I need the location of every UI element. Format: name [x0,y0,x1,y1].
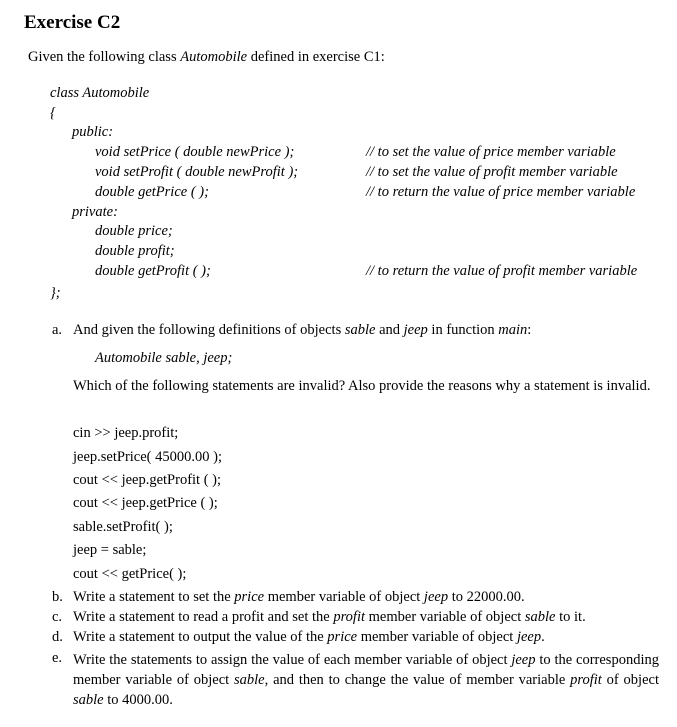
statement-line: cout << getPrice( ); [73,566,187,582]
member-name: price [234,589,265,605]
text-run: member variable of object [365,609,525,625]
statement-line: sable.setProfit( ); [73,519,173,535]
statement-line: cin >> jeep.profit; [73,425,179,441]
code-comment: // to return the value of price member variable [366,184,636,200]
text-run: to the corresponding member variable of object [73,652,659,688]
text-run: to 22000.00. [448,589,525,605]
text-run: Write the statements to assign the value of each member variable of object [73,652,512,668]
text-run: : [527,322,532,338]
code-line: void setProfit ( double newProfit ); [95,164,299,180]
statement-line: jeep.setPrice( 45000.00 ); [73,449,222,465]
code-line: double getProfit ( ); [95,263,211,279]
object-name: jeep [403,322,428,338]
statement-line: cout << jeep.getProfit ( ); [73,472,222,488]
part-c-text [73,609,586,626]
member-name: profit [570,672,602,688]
object-declaration: Automobile sable, jeep; [95,350,233,366]
object-name: jeep [511,652,536,668]
exercise-title: Exercise C2 [24,12,121,33]
code-comment: // to set the value of price member variable [366,144,616,160]
part-a-text [73,322,531,339]
object-name: sable [524,609,556,625]
member-name: price [327,629,358,645]
code-comment: // to set the value of profit member variable [366,164,618,180]
intro-prefix: Given the following class [28,49,181,65]
close-brace: }; [50,285,61,301]
private-label: private: [72,204,118,220]
intro-class-name: Automobile [180,49,248,65]
part-b-label: b. [52,589,63,605]
member-name: profit [333,609,366,625]
text-run: And given the following definitions of objects [73,322,345,338]
class-header: class Automobile [50,85,150,101]
part-c-label: c. [52,609,63,625]
code-line: double getPrice ( ); [95,184,209,200]
object-name: sable [344,322,376,338]
code-comment: // to return the value of profit member variable [366,263,638,279]
code-line: double price; [95,223,173,239]
statement-line: cout << jeep.getPrice ( ); [73,495,218,511]
text-run: , and then to change the value of member variable [264,672,571,688]
text-run: member variable of object [357,629,517,645]
part-a-question: Which of the following statements are invalid? Also provide the reasons why a statement is invalid. [73,378,651,394]
text-run: to it. [555,609,586,625]
object-name: sable [234,672,265,688]
part-b-text [73,589,525,606]
statement-line: jeep = sable; [73,542,147,558]
part-e-text [73,650,659,710]
text-run: of object [601,672,659,688]
object-name: jeep [423,589,449,605]
code-line: double profit; [95,243,175,259]
part-d-text [73,629,545,646]
text-run: member variable of object [264,589,424,605]
object-name: jeep [516,629,542,645]
text-run: Write a statement to read a profit and set the [73,609,334,625]
text-run: to 4000.00. [103,692,173,708]
text-run: Write a statement to set the [73,589,235,605]
public-label: public: [72,124,114,140]
text-run: and [375,322,404,338]
object-name: sable [73,692,104,708]
part-a-label: a. [52,322,63,338]
open-brace: { [50,105,56,121]
part-e-label: e. [52,650,63,666]
intro-text [28,49,385,66]
text-run: . [541,629,545,645]
code-line: void setPrice ( double newPrice ); [95,144,295,160]
function-name: main [498,322,528,338]
text-run: Write a statement to output the value of the [73,629,328,645]
part-d-label: d. [52,629,63,645]
intro-suffix: defined in exercise C1: [247,49,385,65]
text-run: in function [427,322,499,338]
